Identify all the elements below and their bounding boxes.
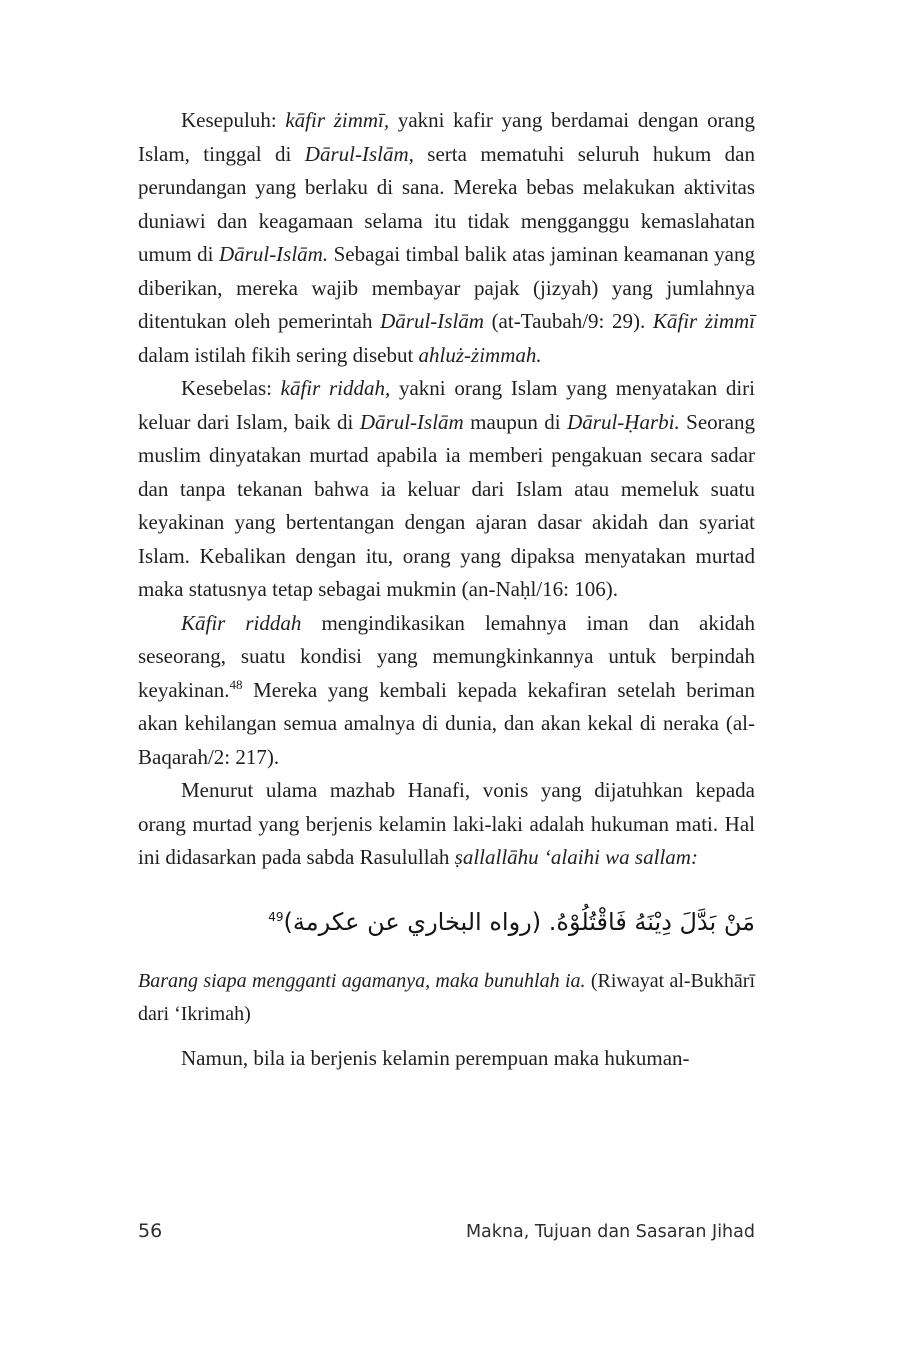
body-text: Namun, bila ia berjenis kelamin perempuan maka hukuman- xyxy=(181,1045,690,1070)
hadith-arabic xyxy=(138,901,755,943)
body-text: Seorang muslim dinyatakan murtad apabila ia memberi pengakuan secara sadar dan tanpa tekanan bahwa ia keluar dari Islam atau memeluk suatu keyakinan yang bertentangan dengan ajaran dasar akidah dan syariat Islam. Kebalikan dengan itu, orang yang dipaksa menyatakan murtad maka statusnya tetap sebagai mukmin (an-Naḥl/16: 106). xyxy=(138,409,755,601)
italic-text: Barang siapa mengganti agamanya, maka bunuhlah ia. xyxy=(138,969,586,992)
body-text: Kesepuluh: xyxy=(181,108,286,132)
body-text: Sebagai timbal balik atas jaminan keamanan yang diberikan, mereka wajib membayar pajak (jizyah) yang jumlahnya ditentukan oleh pemerintah xyxy=(138,242,755,333)
italic-text: kāfir żimmī, xyxy=(285,108,390,132)
body-text: (at-Taubah/9: 29). xyxy=(483,309,653,333)
paragraph-kesepuluh xyxy=(138,104,755,372)
paragraph-kesebelas xyxy=(138,372,755,607)
paragraph-kafir-riddah xyxy=(138,607,755,775)
body-text: Menurut ulama mazhab Hanafi, vonis yang dijatuhkan kepada orang murtad yang berjenis kelamin laki-laki adalah hukuman mati. Hal ini didasarkan pada sabda Rasulullah xyxy=(138,778,755,869)
running-title: Makna, Tujuan dan Sasaran Jihad xyxy=(465,1222,755,1242)
italic-text: kāfir riddah, xyxy=(280,376,391,400)
italic-text: Dārul-Islām xyxy=(380,309,484,333)
page-footer xyxy=(138,1220,755,1242)
body-text: Kesebelas: xyxy=(181,376,281,400)
italic-text: Kāfir żimmī xyxy=(652,309,755,333)
italic-text: ahluż-żimmah. xyxy=(418,342,542,367)
italic-text: ṣallallāhu ‘alaihi wa sallam: xyxy=(454,845,698,869)
italic-text: Dārul-Islām xyxy=(359,409,464,434)
paragraph-menurut-ulama xyxy=(138,774,755,875)
body-text: yakni kafir yang berdamai dengan orang Islam, tinggal di xyxy=(138,108,755,166)
italic-text: Dārul-Islām, xyxy=(304,141,414,166)
page-content xyxy=(138,104,755,1075)
body-text: (Riwayat al-Bukhārī dari ‘Ikrimah) xyxy=(138,969,755,1025)
italic-text: Dārul-Islām. xyxy=(219,242,329,266)
arabic-hadith-text: مَنْ بَدَّلَ دِيْنَهُ فَاقْتُلُوْهُ. (رواه البخاري عن عكرمة) xyxy=(283,907,755,936)
body-text: maupun di xyxy=(463,409,568,434)
hadith-translation xyxy=(138,965,755,1032)
paragraph-namun xyxy=(138,1042,755,1076)
italic-text: Dārul-Ḥarbi. xyxy=(567,409,680,434)
italic-text: Kāfir riddah xyxy=(181,610,302,635)
body-text: serta mematuhi seluruh hukum dan perundangan yang berlaku di sana. Mereka bebas melakukan aktivitas duniawi dan keagamaan selama itu tidak mengganggu kemaslahatan umum di xyxy=(138,141,755,266)
body-text: Mereka yang kembali kepada kekafiran setelah beriman akan kehilangan semua amalnya di dunia, dan akan kekal di neraka (al-Baqarah/2: 217). xyxy=(138,677,755,769)
footnote-reference: 49 xyxy=(268,909,284,924)
page-number: 56 xyxy=(138,1220,163,1242)
footnote-reference: 48 xyxy=(229,676,243,692)
body-text: mengindikasikan lemahnya iman dan akidah seseorang, suatu kondisi yang memungkinkannya untuk berpindah keyakinan. xyxy=(138,610,756,702)
body-text: dalam istilah fikih sering disebut xyxy=(138,342,419,367)
body-text: yakni orang Islam yang menyatakan diri keluar dari Islam, baik di xyxy=(138,376,756,434)
